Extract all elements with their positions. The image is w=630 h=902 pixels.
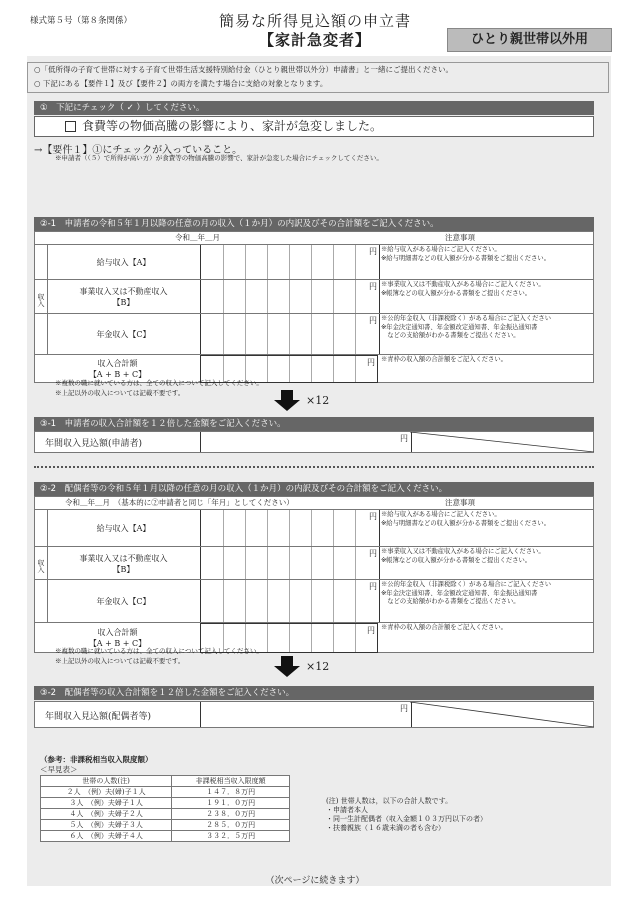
section2-1-foot1: ※複数の職に就いている方は、全ての収入について記入してください。 bbox=[55, 379, 263, 387]
digit-divider bbox=[267, 547, 268, 580]
ref-header-people: 世帯の人数(注) bbox=[41, 776, 172, 787]
table-row bbox=[35, 313, 593, 355]
digit-divider bbox=[355, 280, 356, 314]
ref-cell: ２３８．０万円 bbox=[172, 809, 290, 820]
table-row bbox=[41, 787, 290, 798]
yen-unit: 円 bbox=[367, 358, 375, 367]
title-line1: 簡易な所得見込額の申立書 bbox=[218, 12, 411, 30]
yen-unit: 円 bbox=[369, 582, 377, 591]
digit-divider bbox=[333, 280, 334, 314]
digit-divider bbox=[223, 245, 224, 279]
section1-checkbox-row[interactable] bbox=[34, 116, 594, 137]
digit-divider bbox=[245, 547, 246, 580]
digit-divider bbox=[223, 580, 224, 623]
ref-note-line: ・申請者本人 bbox=[326, 806, 368, 814]
digit-divider bbox=[267, 245, 268, 279]
table-row bbox=[35, 546, 593, 580]
income-amount-input[interactable] bbox=[200, 280, 380, 314]
digit-divider bbox=[311, 245, 312, 279]
digit-divider bbox=[289, 510, 290, 546]
table-row bbox=[41, 820, 290, 831]
income-row-label: 事業収入又は不動産収入 【B】 bbox=[79, 553, 168, 574]
month-label: 令和＿年＿月 （基本的に②申請者と同じ「年月」としてください） bbox=[65, 498, 294, 507]
income-side-label: 収入 bbox=[35, 510, 48, 622]
digit-divider bbox=[289, 580, 290, 623]
digit-divider bbox=[333, 580, 334, 623]
digit-divider bbox=[355, 314, 356, 355]
income-row-note: ※給与収入がある場合にご記入ください。 ※給与明細書などの収入額が分かる書類をご提出ください。 bbox=[381, 511, 550, 527]
section2-1-bar: ②-1 申請者の令和５年１月以降の任意の月の収入（１か月）の内訳及びその合計額をご記入ください。 bbox=[34, 217, 594, 231]
digit-divider bbox=[289, 314, 290, 355]
annual-income-applicant-input[interactable] bbox=[200, 432, 412, 452]
income-row-note: ※公的年金収入（非課税除く）がある場合にご記入ください ※年金決定通知書、年金額改定通知書、年金振込通知書 などの支給額がわかる書類をご提出ください。 bbox=[381, 581, 552, 605]
checkbox[interactable] bbox=[65, 121, 76, 132]
digit-divider bbox=[245, 245, 246, 279]
ref-cell: １９１．０万円 bbox=[172, 798, 290, 809]
top-note-2: ○ 下記にある【要件１】及び【要件２】の両方を満たす場合に支給の対象となります。 bbox=[34, 79, 328, 88]
digit-divider bbox=[289, 356, 290, 382]
ref-cell: １４７．８万円 bbox=[172, 787, 290, 798]
digit-divider bbox=[311, 356, 312, 382]
ref-cell: ５人 （例）夫婦子３人 bbox=[41, 820, 172, 831]
yen-unit: 円 bbox=[369, 316, 377, 325]
yen-unit-2: 円 bbox=[400, 704, 408, 713]
page-title bbox=[185, 12, 445, 50]
reference-subtitle: ＜早見表＞ bbox=[40, 765, 78, 774]
annual-income-applicant-row bbox=[34, 431, 594, 453]
yen-unit: 円 bbox=[369, 512, 377, 521]
top-notes bbox=[27, 62, 609, 93]
income-row-note: ※青枠の収入額の合計額をご記入ください。 bbox=[381, 624, 507, 631]
reference-table bbox=[40, 775, 290, 842]
income-table-spouse bbox=[34, 496, 594, 653]
digit-divider bbox=[289, 245, 290, 279]
digit-divider bbox=[311, 624, 312, 652]
digit-divider bbox=[355, 510, 356, 546]
month-label: 令和＿年＿月 bbox=[175, 233, 220, 242]
continue-footer: （次ページに続きます） bbox=[265, 876, 365, 886]
diagonal-strike bbox=[410, 432, 594, 452]
digit-divider bbox=[245, 580, 246, 623]
yen-unit: 円 bbox=[400, 434, 408, 443]
section3-2-bar: ③-2 配偶者等の収入合計額を１２倍した金額をご記入ください。 bbox=[34, 686, 594, 700]
digit-divider bbox=[223, 314, 224, 355]
table-row bbox=[41, 798, 290, 809]
digit-divider bbox=[311, 280, 312, 314]
income-row-note: ※給与収入がある場合にご記入ください。 ※給与明細書などの収入額が分かる書類をご提出ください。 bbox=[381, 246, 550, 262]
digit-divider bbox=[333, 624, 334, 652]
digit-divider bbox=[311, 510, 312, 546]
diagonal-strike-2 bbox=[410, 702, 594, 727]
annual-income-applicant-label: 年間収入見込額(申請者) bbox=[45, 439, 143, 449]
digit-divider bbox=[311, 580, 312, 623]
down-arrow-icon-2 bbox=[274, 656, 300, 678]
digit-divider bbox=[245, 280, 246, 314]
title-line2: 【家計急変者】 bbox=[258, 31, 371, 49]
month-header-row bbox=[34, 231, 594, 244]
annual-income-spouse-input[interactable] bbox=[200, 702, 412, 727]
digit-divider bbox=[355, 245, 356, 279]
digit-divider bbox=[333, 314, 334, 355]
table-row bbox=[41, 809, 290, 820]
digit-divider bbox=[289, 280, 290, 314]
ref-cell: ６人 （例）夫婦子４人 bbox=[41, 831, 172, 842]
income-row-label: 年金収入【C】 bbox=[96, 597, 151, 606]
digit-divider bbox=[333, 245, 334, 279]
income-row-note: ※事業収入又は不動産収入がある場合にご記入ください。 ※帳簿などの収入額が分かる書類をご提出ください。 bbox=[381, 548, 545, 564]
section2-2-foot2: ※上記以外の収入については記載不要です。 bbox=[55, 657, 185, 665]
top-note-1: ○「低所得の子育て世帯に対する子育て世帯生活支援特別給付金（ひとり親世帯以外分）申請書」と一緒にご提出ください。 bbox=[34, 65, 454, 74]
ref-note-line: ・同一生計配偶者（収入金額１０３万円以下の者） bbox=[326, 815, 487, 823]
yen-unit: 円 bbox=[369, 282, 377, 291]
digit-divider bbox=[333, 510, 334, 546]
income-row-note: ※青枠の収入額の合計額をご記入ください。 bbox=[381, 356, 507, 363]
income-row-label: 収入合計額 【A + B + C】 bbox=[88, 628, 147, 648]
digit-divider bbox=[355, 624, 356, 652]
digit-divider bbox=[223, 547, 224, 580]
section2-1-foot2: ※上記以外の収入については記載不要です。 bbox=[55, 389, 185, 397]
digit-divider bbox=[245, 510, 246, 546]
digit-divider bbox=[311, 314, 312, 355]
ref-cell: ３３２．５万円 bbox=[172, 831, 290, 842]
digit-divider bbox=[267, 280, 268, 314]
income-side-label: 収入 bbox=[35, 245, 48, 354]
digit-divider bbox=[355, 580, 356, 623]
table-row bbox=[35, 510, 593, 546]
income-row-note: ※公的年金収入（非課税除く）がある場合にご記入ください ※年金決定通知書、年金額改定通知書、年金振込通知書 などの支給額がわかる書類をご提出ください。 bbox=[381, 315, 552, 339]
digit-divider bbox=[355, 356, 356, 382]
yen-unit: 円 bbox=[369, 247, 377, 256]
table-row bbox=[35, 579, 593, 623]
times-12-label: ×12 bbox=[306, 394, 330, 407]
income-amount-input[interactable] bbox=[200, 314, 380, 355]
income-amount-input[interactable] bbox=[200, 245, 380, 279]
annual-income-spouse-label: 年間収入見込額(配偶者等) bbox=[45, 712, 152, 722]
table-row bbox=[41, 831, 290, 842]
income-row-label: 事業収入又は不動産収入 【B】 bbox=[79, 287, 168, 307]
target-tag: ひとり親世帯以外用 bbox=[447, 28, 612, 52]
notes-header: 注意事項 bbox=[445, 233, 475, 242]
ref-note-line: ・扶養親族（１６歳未満の者も含む） bbox=[326, 824, 445, 832]
ref-cell: ４人 （例）夫婦子２人 bbox=[41, 809, 172, 820]
digit-divider bbox=[267, 580, 268, 623]
ref-cell: ２人 （例）夫(婦)子１人 bbox=[41, 787, 172, 798]
section2-2-bar: ②-2 配偶者等の令和５年１月以降の任意の月の収入（１か月）の内訳及びその合計額をご記入ください。 bbox=[34, 482, 594, 496]
form-number: 様式第５号（第８条関係） bbox=[30, 16, 133, 26]
yen-unit: 円 bbox=[367, 626, 375, 635]
reference-title: （参考：非課税相当収入限度額） bbox=[40, 755, 153, 764]
income-row-label: 収入合計額 【A + B + C】 bbox=[88, 359, 147, 379]
notes-header: 注意事項 bbox=[445, 498, 475, 507]
digit-divider bbox=[311, 547, 312, 580]
ref-cell: ３人 （例）夫婦子１人 bbox=[41, 798, 172, 809]
income-row-label: 年金収入【C】 bbox=[96, 330, 151, 339]
annual-income-spouse-row bbox=[34, 701, 594, 728]
checkbox-label: 食費等の物価高騰の影響により、家計が急変しました。 bbox=[82, 119, 383, 133]
digit-divider bbox=[333, 547, 334, 580]
digit-divider bbox=[267, 314, 268, 355]
digit-divider bbox=[267, 624, 268, 652]
ref-note-line: (注) 世帯人数は，以下の合計人数です。 bbox=[326, 797, 453, 805]
digit-divider bbox=[289, 547, 290, 580]
income-amount-input[interactable] bbox=[200, 580, 380, 623]
income-table-applicant bbox=[34, 231, 594, 383]
ref-header-limit: 非課税相当収入限度額 bbox=[172, 776, 290, 787]
digit-divider bbox=[267, 356, 268, 382]
times-12-label-2: ×12 bbox=[306, 660, 330, 673]
ref-cell: ２８５．０万円 bbox=[172, 820, 290, 831]
yen-unit: 円 bbox=[369, 549, 377, 558]
month-header-row bbox=[34, 496, 594, 509]
income-amount-input[interactable] bbox=[200, 510, 380, 546]
income-row-label: 給与収入【A】 bbox=[96, 257, 151, 267]
requirement-1-note: ※申請者（（５）で所得が高い方）が食費等の物価高騰の影響で、家計が急変した場合にチェックしてください。 bbox=[55, 154, 383, 162]
section1-bar: ① 下記にチェック（ ✓ ）してください。 bbox=[34, 101, 594, 115]
digit-divider bbox=[267, 510, 268, 546]
income-amount-input[interactable] bbox=[200, 547, 380, 580]
requirement-1: →【要件１】①にチェックが入っていること。 bbox=[34, 145, 243, 156]
digit-divider bbox=[223, 510, 224, 546]
table-row bbox=[35, 245, 593, 279]
table-row bbox=[35, 279, 593, 314]
down-arrow-icon bbox=[274, 390, 300, 412]
digit-divider bbox=[333, 356, 334, 382]
digit-divider bbox=[355, 547, 356, 580]
income-row-label: 給与収入【A】 bbox=[96, 523, 151, 533]
dotted-divider bbox=[34, 466, 594, 468]
section3-1-bar: ③-1 申請者の収入合計額を１２倍した金額をご記入ください。 bbox=[34, 417, 594, 431]
digit-divider bbox=[245, 314, 246, 355]
income-row-note: ※事業収入又は不動産収入がある場合にご記入ください。 ※帳簿などの収入額が分かる書類をご提出ください。 bbox=[381, 281, 545, 297]
digit-divider bbox=[223, 280, 224, 314]
reference-notes bbox=[326, 797, 487, 833]
section2-2-foot1: ※複数の職に就いている方は、全ての収入について記入してください。 bbox=[55, 647, 263, 655]
digit-divider bbox=[289, 624, 290, 652]
